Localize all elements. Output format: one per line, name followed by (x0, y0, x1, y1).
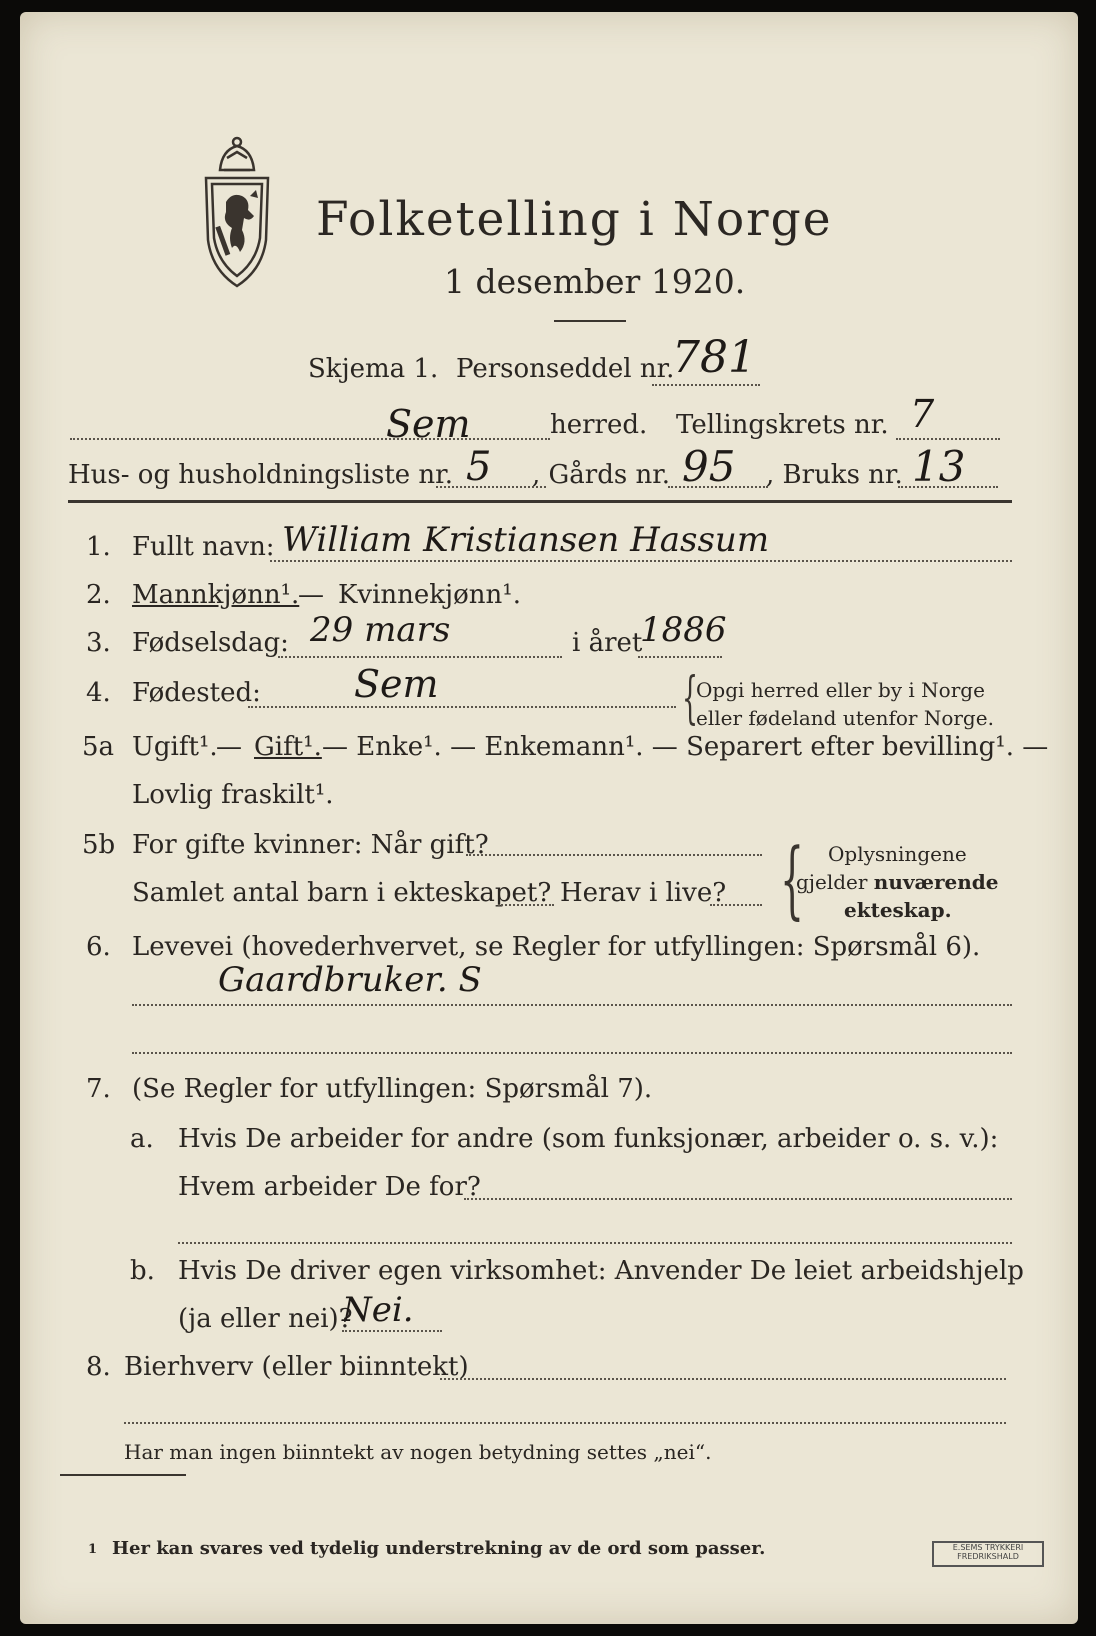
tellingskrets-line (896, 438, 1000, 440)
q8-label: Bierhverv (eller biinntekt) (124, 1352, 469, 1382)
hus-label: Hus- og husholdningsliste nr. (68, 460, 454, 490)
gards-value[interactable]: 95 (682, 442, 736, 491)
q5a-separator: — (216, 732, 242, 762)
q3-year-line (638, 656, 722, 658)
q1-line (270, 560, 1012, 562)
q7b-answer[interactable]: Nei. (342, 1290, 414, 1330)
skjema-label: Skjema 1. (308, 354, 439, 384)
printer-stamp-line-1: E.SEMS TRYKKERI (952, 1543, 1024, 1552)
q7a-line-1[interactable] (464, 1198, 1012, 1200)
form-title: Folketelling i Norge (316, 192, 833, 247)
q3-number: 3. (86, 628, 111, 658)
q7a-letter: a. (130, 1124, 154, 1154)
q8-line-2[interactable] (124, 1422, 1006, 1424)
q7b-line (342, 1330, 442, 1332)
q2-separator: — (298, 580, 324, 610)
q5b-brace: { (780, 830, 805, 928)
q1-label: Fullt navn: (132, 532, 275, 562)
q6-occupation[interactable]: Gaardbruker. S (218, 960, 482, 1000)
q6-number: 6. (86, 932, 111, 962)
q7b-label-2: (ja eller nei)? (178, 1304, 353, 1334)
q7a-label-1: Hvis De arbeider for andre (som funksjonær, arbeider o. s. v.): (178, 1124, 999, 1154)
q7-number: 7. (86, 1074, 111, 1104)
q8-number: 8. (86, 1352, 111, 1382)
footnote-mark: 1 (88, 1542, 98, 1557)
herred-label: herred. (550, 410, 648, 440)
q8-line-1[interactable] (440, 1378, 1006, 1380)
herred-value[interactable]: Sem (386, 402, 471, 446)
hus-value[interactable]: 5 (466, 444, 492, 490)
herred-line (70, 438, 550, 440)
printer-stamp (932, 1541, 1044, 1567)
q7b-letter: b. (130, 1256, 155, 1286)
q7-label: (Se Regler for utfyllingen: Spørsmål 7). (132, 1074, 653, 1104)
q3-label: Fødselsdag: (132, 628, 289, 658)
q3-birth-year[interactable]: 1886 (640, 610, 727, 650)
census-form-page (20, 12, 1078, 1624)
tellingskrets-value[interactable]: 7 (910, 392, 935, 436)
q3-year-label: i året (572, 628, 643, 658)
q4-line (248, 706, 676, 708)
form-date: 1 desember 1920. (444, 262, 746, 301)
q3-birth-date[interactable]: 29 mars (310, 610, 451, 650)
tellingskrets-label: Tellingskrets nr. (676, 410, 889, 440)
personseddel-value[interactable]: 781 (672, 332, 756, 383)
q1-full-name[interactable]: William Kristiansen Hassum (282, 520, 770, 560)
q2-male-option[interactable]: Mannkjønn¹. (132, 580, 300, 610)
q1-number: 1. (86, 532, 111, 562)
q4-birthplace[interactable]: Sem (354, 662, 439, 706)
q2-number: 2. (86, 580, 111, 610)
q5a-fraskilt-option[interactable]: Lovlig fraskilt¹. (132, 780, 334, 810)
bruks-value[interactable]: 13 (912, 442, 966, 491)
q4-brace: { (682, 666, 699, 731)
printer-stamp-line-2: FREDRIKSHALD (957, 1552, 1019, 1561)
q3-date-line (278, 656, 562, 658)
q5b-married-line[interactable] (466, 854, 762, 856)
q5a-number: 5a (82, 732, 115, 762)
personseddel-label: Personseddel nr. (456, 354, 675, 384)
q7b-label-1: Hvis De driver egen virksomhet: Anvender De leiet arbeidshjelp (178, 1256, 1024, 1286)
q5b-note-2b: nuværende (873, 870, 999, 894)
q6-line-2 (132, 1052, 1012, 1054)
q8-note: Har man ingen biinntekt av nogen betydning settes „nei“. (124, 1440, 712, 1464)
q5b-note-2a: gjelder (796, 870, 874, 894)
q5a-other-options[interactable]: — Enke¹. — Enkemann¹. — Separert efter bevilling¹. — (322, 732, 1049, 762)
q5a-ugift-option[interactable]: Ugift¹. (132, 732, 218, 762)
q4-number: 4. (86, 678, 111, 708)
footnote-text: Her kan svares ved tydelig understrekning av de ord som passer. (112, 1538, 766, 1559)
q5b-alive-line[interactable] (710, 904, 762, 906)
q4-note-2: eller fødeland utenfor Norge. (696, 706, 994, 730)
gards-label: , Gårds nr. (532, 460, 671, 490)
title-divider (554, 320, 626, 322)
q5b-note-3: ekteskap. (844, 898, 952, 922)
personseddel-line (652, 384, 760, 386)
header-rule (68, 500, 1012, 503)
footnote-rule (60, 1474, 186, 1476)
q2-female-option[interactable]: Kvinnekjønn¹. (338, 580, 521, 610)
q5a-gift-option[interactable]: Gift¹. (254, 732, 322, 762)
q5b-married-label: For gifte kvinner: Når gift? (132, 830, 489, 860)
q7a-line-2[interactable] (178, 1242, 1012, 1244)
q5b-alive-label: Herav i live? (560, 878, 727, 908)
q5b-number: 5b (82, 830, 116, 860)
q5b-children-line[interactable] (498, 904, 554, 906)
q7a-label-2: Hvem arbeider De for? (178, 1172, 481, 1202)
q4-note-1: Opgi herred eller by i Norge (696, 678, 985, 702)
q4-label: Fødested: (132, 678, 261, 708)
q6-label: Levevei (hovederhvervet, se Regler for utfyllingen: Spørsmål 6). (132, 932, 981, 962)
bruks-label: , Bruks nr. (766, 460, 903, 490)
coat-of-arms-icon (192, 130, 282, 290)
q5b-note-1: Oplysningene (828, 842, 967, 866)
q5b-children-label: Samlet antal barn i ekteskapet? (132, 878, 552, 908)
q5b-note-2 (796, 870, 999, 894)
q6-line-1 (132, 1004, 1012, 1006)
